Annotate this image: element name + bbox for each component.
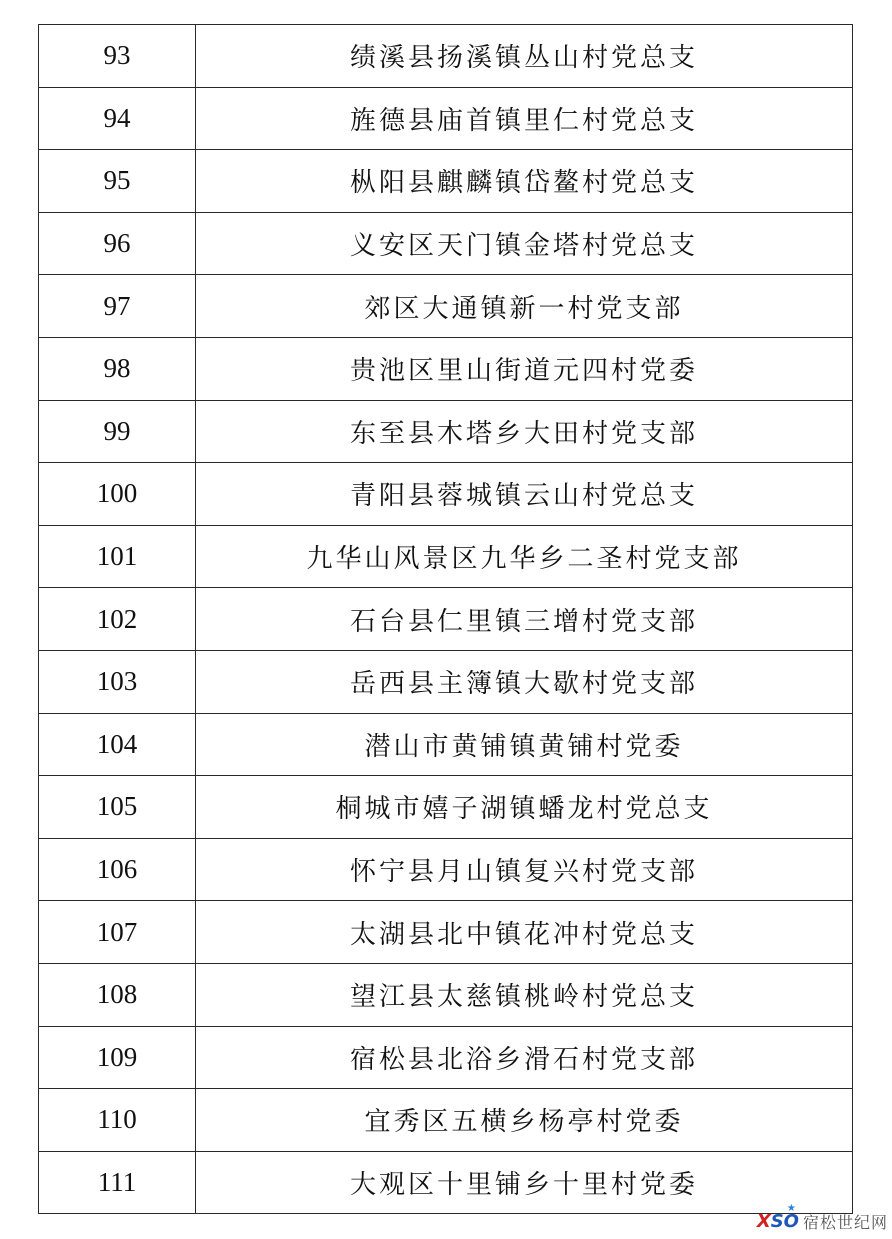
table-row xyxy=(39,588,853,651)
row-name: 东至县木塔乡大田村党支部 xyxy=(196,400,853,463)
table-row xyxy=(39,1151,853,1214)
row-name: 旌德县庙首镇里仁村党总支 xyxy=(196,87,853,150)
table-row xyxy=(39,963,853,1026)
table-body xyxy=(39,25,853,1214)
star-icon: ★ xyxy=(786,1202,796,1214)
table-row xyxy=(39,150,853,213)
table-row xyxy=(39,275,853,338)
table-row xyxy=(39,650,853,713)
table-row xyxy=(39,1089,853,1152)
logo-x: X xyxy=(756,1210,771,1232)
table-row xyxy=(39,212,853,275)
row-name: 太湖县北中镇花冲村党总支 xyxy=(196,901,853,964)
table-row xyxy=(39,713,853,776)
row-name: 怀宁县月山镇复兴村党支部 xyxy=(196,838,853,901)
row-name: 宿松县北浴乡滑石村党支部 xyxy=(196,1026,853,1089)
row-name: 大观区十里铺乡十里村党委 xyxy=(196,1151,853,1214)
row-name: 桐城市嬉子湖镇蟠龙村党总支 xyxy=(196,776,853,839)
row-name: 绩溪县扬溪镇丛山村党总支 xyxy=(196,25,853,88)
row-name: 义安区天门镇金塔村党总支 xyxy=(196,212,853,275)
row-name: 郊区大通镇新一村党支部 xyxy=(196,275,853,338)
watermark-text: 宿松世纪网 xyxy=(802,1212,888,1232)
row-name: 青阳县蓉城镇云山村党总支 xyxy=(196,463,853,526)
village-list-table xyxy=(38,24,853,1214)
row-number: 98 xyxy=(39,337,196,400)
table-row xyxy=(39,1026,853,1089)
row-number: 101 xyxy=(39,525,196,588)
row-number: 107 xyxy=(39,901,196,964)
row-name: 九华山风景区九华乡二圣村党支部 xyxy=(196,525,853,588)
table-row xyxy=(39,400,853,463)
row-name: 岳西县主簿镇大歇村党支部 xyxy=(196,650,853,713)
row-number: 103 xyxy=(39,650,196,713)
row-number: 104 xyxy=(39,713,196,776)
table-row xyxy=(39,337,853,400)
row-number: 106 xyxy=(39,838,196,901)
table-row xyxy=(39,525,853,588)
row-name: 枞阳县麒麟镇岱鳌村党总支 xyxy=(196,150,853,213)
table-row xyxy=(39,463,853,526)
table-row xyxy=(39,25,853,88)
row-name: 宜秀区五横乡杨亭村党委 xyxy=(196,1089,853,1152)
table-row xyxy=(39,838,853,901)
document-page xyxy=(38,24,853,1214)
row-name: 潜山市黄铺镇黄铺村党委 xyxy=(196,713,853,776)
row-number: 99 xyxy=(39,400,196,463)
table-row xyxy=(39,901,853,964)
row-number: 96 xyxy=(39,212,196,275)
row-number: 108 xyxy=(39,963,196,1026)
logo-rest: SO xyxy=(770,1210,799,1232)
site-watermark xyxy=(756,1202,888,1235)
row-number: 100 xyxy=(39,463,196,526)
row-number: 110 xyxy=(39,1089,196,1152)
row-number: 111 xyxy=(39,1151,196,1214)
row-number: 94 xyxy=(39,87,196,150)
row-number: 93 xyxy=(39,25,196,88)
row-number: 97 xyxy=(39,275,196,338)
row-number: 109 xyxy=(39,1026,196,1089)
table-row xyxy=(39,87,853,150)
row-number: 105 xyxy=(39,776,196,839)
row-name: 贵池区里山街道元四村党委 xyxy=(196,337,853,400)
row-name: 石台县仁里镇三增村党支部 xyxy=(196,588,853,651)
row-number: 102 xyxy=(39,588,196,651)
row-number: 95 xyxy=(39,150,196,213)
row-name: 望江县太慈镇桃岭村党总支 xyxy=(196,963,853,1026)
site-logo xyxy=(756,1202,799,1232)
table-row xyxy=(39,776,853,839)
